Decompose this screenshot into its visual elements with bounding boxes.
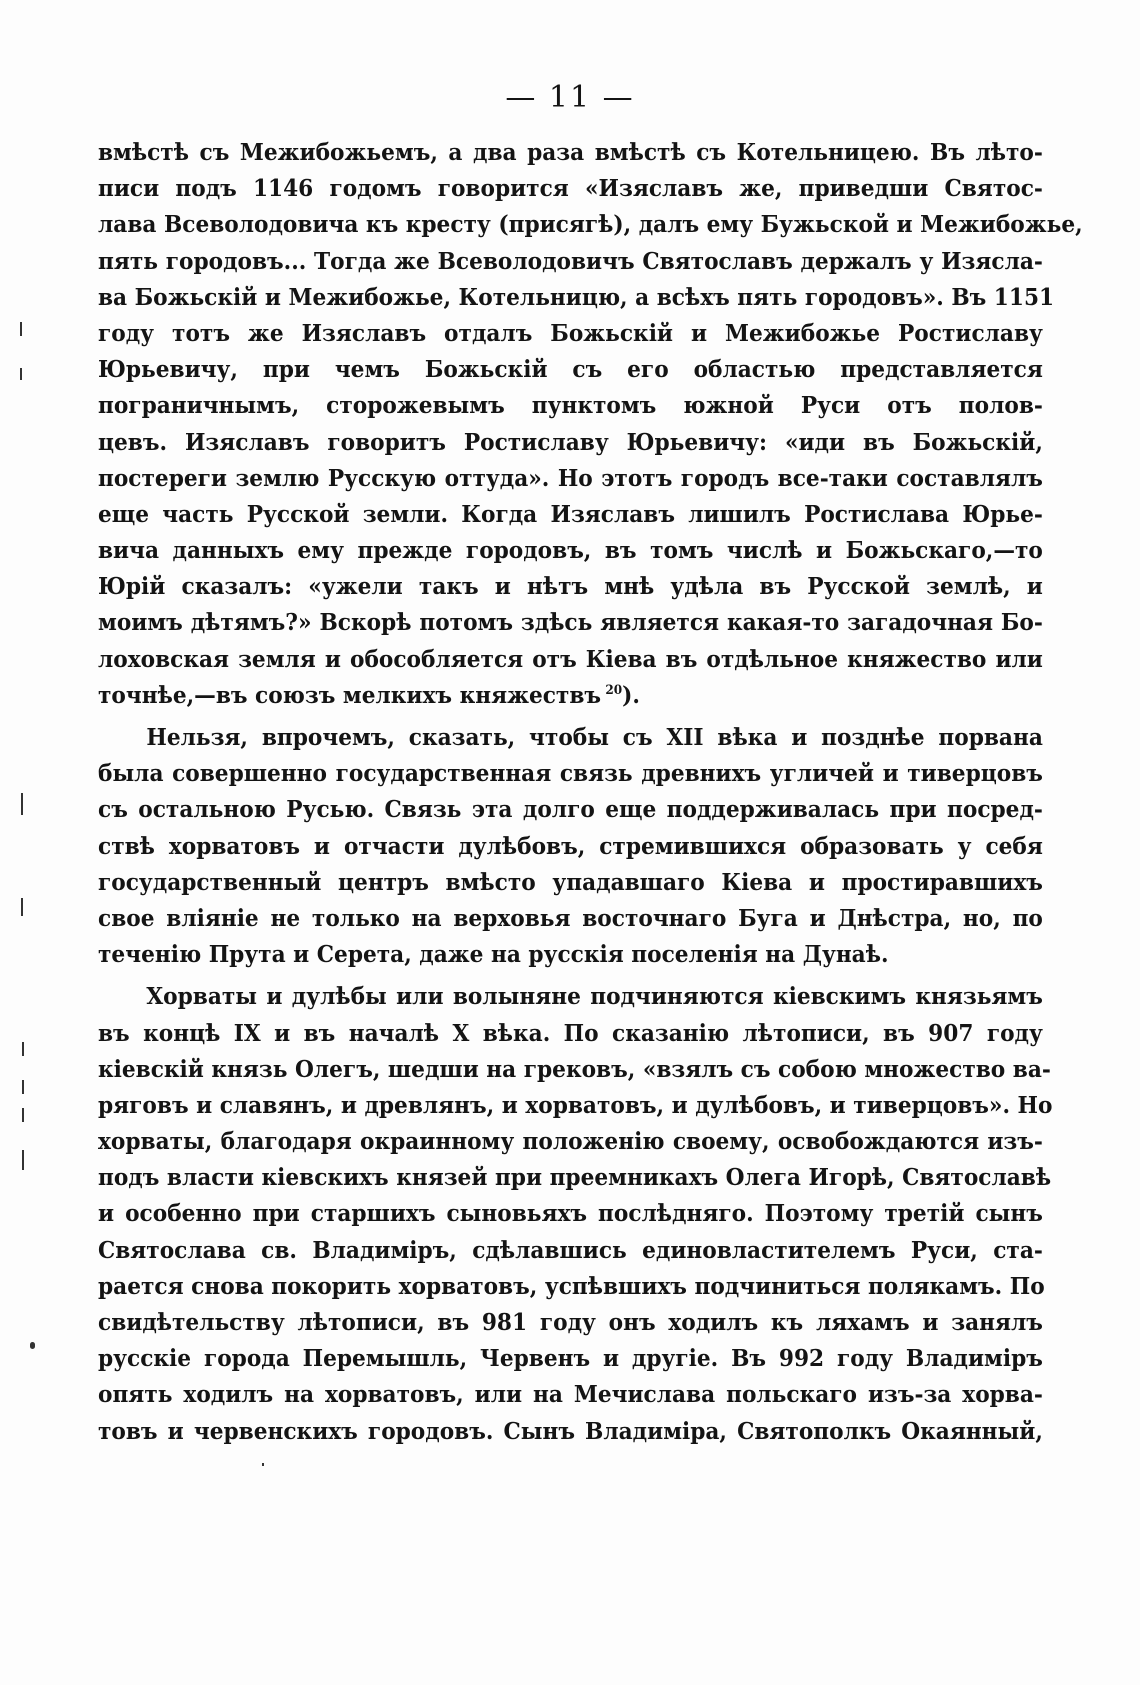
footnote-reference[interactable]: 20 <box>605 683 623 699</box>
text-line: пограничнымъ, сторожевымъ пунктомъ южной Руси отъ полов- <box>98 392 1043 420</box>
text-line: цевъ. Изяславъ говоритъ Ростиславу Юрьевичу: «иди въ Божьскій, <box>98 428 1043 456</box>
scan-mark <box>20 368 22 380</box>
text-line: Нельзя, впрочемъ, сказать, чтобы съ XII вѣка и позднѣе порвана <box>146 724 1043 751</box>
text-line-last: теченію Прута и Серета, даже на русскія поселенія на Дунаѣ. <box>98 941 889 969</box>
text-line: году тотъ же Изяславъ отдалъ Божьскій и Межибожье Ростиславу <box>98 319 1043 347</box>
text-line: вича данныхъ ему прежде городовъ, въ томъ числѣ и Божьскаго,—то <box>98 537 1043 565</box>
text-fragment: ). <box>622 681 640 709</box>
text-line: и особенно при старшихъ сыновьяхъ послѣдняго. Поэтому третій сынъ <box>98 1200 1043 1228</box>
text-line: Святослава св. Владиміръ, сдѣлавшись единовластителемъ Руси, ста- <box>98 1236 1043 1264</box>
scan-mark <box>22 1080 24 1094</box>
text-line: Хорваты и дулѣбы или волыняне подчиняются кіевскимъ князьямъ <box>146 983 1043 1011</box>
text-line: была совершенно государственная связь древнихъ угличей и тиверцовъ <box>98 760 1043 788</box>
text-line: лоховская земля и обособляется отъ Кіева въ отдѣльное княжество или <box>98 645 1043 673</box>
text-line: моимъ дѣтямъ?» Вскорѣ потомъ здѣсь является какая-то загадочная Бо- <box>98 609 1043 637</box>
text-line: государственный центръ вмѣсто упадавшаго Кіева и простиравшихъ <box>98 868 1043 896</box>
text-line: опять ходилъ на хорватовъ, или на Мечислава польскаго изъ-за хорва- <box>98 1381 1043 1409</box>
text-line: ствѣ хорватовъ и отчасти дулѣбовъ, стремившихся образовать у себя <box>98 832 1043 860</box>
paragraph-1 <box>98 135 1083 714</box>
text-line: товъ и червенскихъ городовъ. Сынъ Владиміра, Святополкъ Окаянный, <box>98 1417 1043 1445</box>
page-number: — 11 — <box>505 80 635 115</box>
text-line: пять городовъ... Тогда же Всеволодовичъ Святославъ держалъ у Изясла- <box>98 247 1043 275</box>
text-line: подъ власти кіевскихъ князей при преемникахъ Олега Игорѣ, Святославѣ <box>98 1164 1052 1192</box>
text-line: свидѣтельству лѣтописи, въ 981 году онъ ходилъ къ ляхамъ и занялъ <box>98 1309 1043 1336</box>
text-line: съ остальною Русью. Связь эта долго еще поддерживалась при посред- <box>98 796 1043 824</box>
scan-mark <box>20 322 22 336</box>
text-line: кіевскій князь Олегъ, шедши на грековъ, «взялъ съ собою множество ва- <box>98 1055 1051 1083</box>
text-line: свое вліяніе не только на верховья восточнаго Буга и Днѣстра, но, по <box>98 904 1043 932</box>
text-line: постереги землю Русскую оттуда». Но этотъ городъ все-таки составлялъ <box>98 464 1043 492</box>
text-line: хорваты, благодаря окраинному положенію своему, освобождаются изъ- <box>98 1128 1043 1156</box>
text-line: Юрій сказалъ: «ужели такъ и нѣтъ мнѣ удѣла въ Русской землѣ, и <box>98 573 1043 601</box>
text-line: лава Всеволодовича къ кресту (присягѣ), далъ ему Бужьской и Межибожье, <box>98 211 1083 239</box>
text-line: писи подъ 1146 годомъ говорится «Изяславъ же, приведши Святос- <box>98 175 1043 203</box>
scan-mark <box>21 793 23 815</box>
text-line: въ концѣ IX и въ началѣ X вѣка. По сказанію лѣтописи, въ 907 году <box>98 1019 1043 1047</box>
text-line: русскіе города Перемышль, Червенъ и другіе. Въ 992 году Владиміръ <box>98 1345 1043 1373</box>
text-line: Юрьевичу, при чемъ Божьскій съ его областью представляется <box>98 356 1043 384</box>
text-line: ва Божьскій и Межибожье, Котельницю, а всѣхъ пять городовъ». Въ 1151 <box>98 283 1055 311</box>
text-line: вмѣстѣ съ Межибожьемъ, а два раза вмѣстѣ съ Котельницею. Въ лѣто- <box>98 139 1043 166</box>
text-line: ряговъ и славянъ, и древлянъ, и хорватовъ, и дулѣбовъ, и тиверцовъ». Но <box>98 1091 1053 1119</box>
scan-mark <box>22 1042 24 1056</box>
text-fragment: точнѣе,—въ союзъ мелкихъ княжествъ <box>98 681 602 709</box>
scan-mark <box>22 1108 24 1122</box>
paragraph-3 <box>98 979 1053 1449</box>
scan-mark <box>21 898 23 916</box>
scan-mark <box>22 1150 24 1170</box>
text-line-last <box>98 678 1043 714</box>
scan-mark <box>262 1463 264 1466</box>
scan-mark <box>30 1342 35 1349</box>
paragraph-2 <box>98 720 1043 973</box>
text-line: рается снова покорить хорватовъ, успѣвшихъ подчиниться полякамъ. По <box>98 1272 1045 1300</box>
body-text <box>98 135 1083 1450</box>
text-line: еще часть Русской земли. Когда Изяславъ лишилъ Ростислава Юрье- <box>98 500 1043 528</box>
